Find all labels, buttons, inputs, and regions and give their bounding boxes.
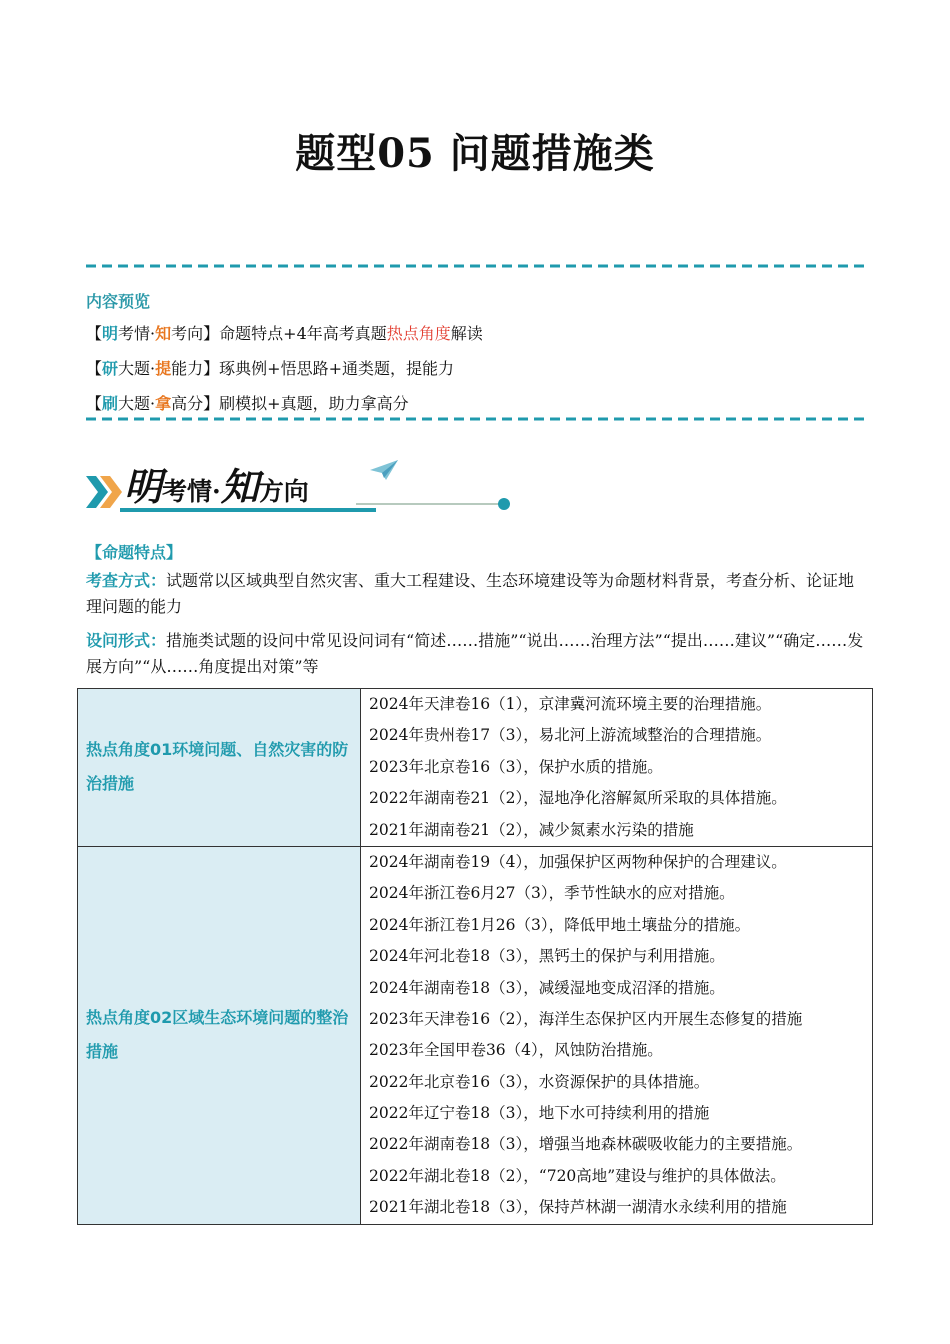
list-item: 2023年北京卷16（3），保护水质的措施。: [369, 757, 663, 776]
list-item: 2024年浙江卷1月26（3），降低甲地土壤盐分的措施。: [369, 915, 751, 934]
list-item: 2024年湖南卷18（3），减缓湿地变成沼泽的措施。: [369, 978, 725, 997]
list-item: 2024年湖南卷19（4），加强保护区两物种保护的合理建议。: [369, 852, 787, 871]
preview-line-3: 【刷大题·拿高分】刷模拟+真题，助力拿高分: [86, 394, 409, 413]
list-item: 2022年北京卷16（3），水资源保护的具体措施。: [369, 1072, 710, 1091]
category-cell: 热点角度01环境问题、自然灾害的防治措施: [78, 689, 361, 847]
items-cell: [361, 846, 873, 1224]
category-cell: 热点角度02区域生态环境问题的整治措施: [78, 846, 361, 1224]
list-item: 2024年河北卷18（3），黑钙土的保护与利用措施。: [369, 947, 725, 966]
exam-method-paragraph: 考查方式：试题常以区域典型自然灾害、重大工程建设、生态环境建设等为命题材料背景，考查分析、论证地理问题的能力: [86, 571, 855, 616]
list-item: 2024年天津卷16（1），京津冀河流环境主要的治理措施。: [369, 695, 772, 713]
table-row: [78, 846, 873, 1224]
list-item: 2022年辽宁卷18（3），地下水可持续利用的措施: [369, 1104, 710, 1123]
paper-plane-icon: [370, 460, 398, 480]
bottom-divider: [86, 417, 866, 421]
preview-line-1: 【明考情·知考向】命题特点+4年高考真题热点角度解读: [86, 324, 483, 343]
list-item: 2023年全国甲卷36（4），风蚀防治措施。: [369, 1041, 663, 1060]
list-item: 2022年湖北卷18（2），“720高地”建设与维护的具体做法。: [369, 1166, 786, 1185]
list-item: 2024年贵州卷17（3），易北河上游流域整治的合理措施。: [369, 726, 772, 745]
preview-heading: 内容预览: [86, 292, 151, 311]
list-item: 2023年天津卷16（2），海洋生态保护区内开展生态修复的措施: [369, 1009, 803, 1028]
table-row: [78, 689, 873, 847]
items-cell: [361, 689, 873, 847]
banner-title: 明考情·知方向: [124, 464, 309, 509]
dot-icon: [498, 498, 510, 510]
list-item: 2024年浙江卷6月27（3），季节性缺水的应对措施。: [369, 884, 735, 903]
top-divider: [86, 264, 866, 268]
hot-topics-table: [77, 688, 873, 1225]
list-item: 2022年湖南卷18（3），增强当地森林碳吸收能力的主要措施。: [369, 1135, 803, 1154]
list-item: 2021年湖南卷21（2），减少氮素水污染的措施: [369, 820, 694, 839]
question-form-paragraph: 设问形式：措施类试题的设问中常见设问词有“简述……措施”“说出……治理方法”“提出……建议”“确定……发展方向”“从……角度提出对策”等: [86, 631, 864, 676]
list-item: 2022年湖南卷21（2），湿地净化溶解氮所采取的具体措施。: [369, 789, 787, 808]
features-heading: 【命题特点】: [86, 543, 183, 562]
preview-line-2: 【研大题·提能力】琢典例+悟思路+通类题，提能力: [86, 359, 454, 378]
list-item: 2021年湖北卷18（3），保持芦林湖一湖清水永续利用的措施: [369, 1198, 787, 1217]
page-title: 题型05 问题措施类: [295, 130, 655, 177]
